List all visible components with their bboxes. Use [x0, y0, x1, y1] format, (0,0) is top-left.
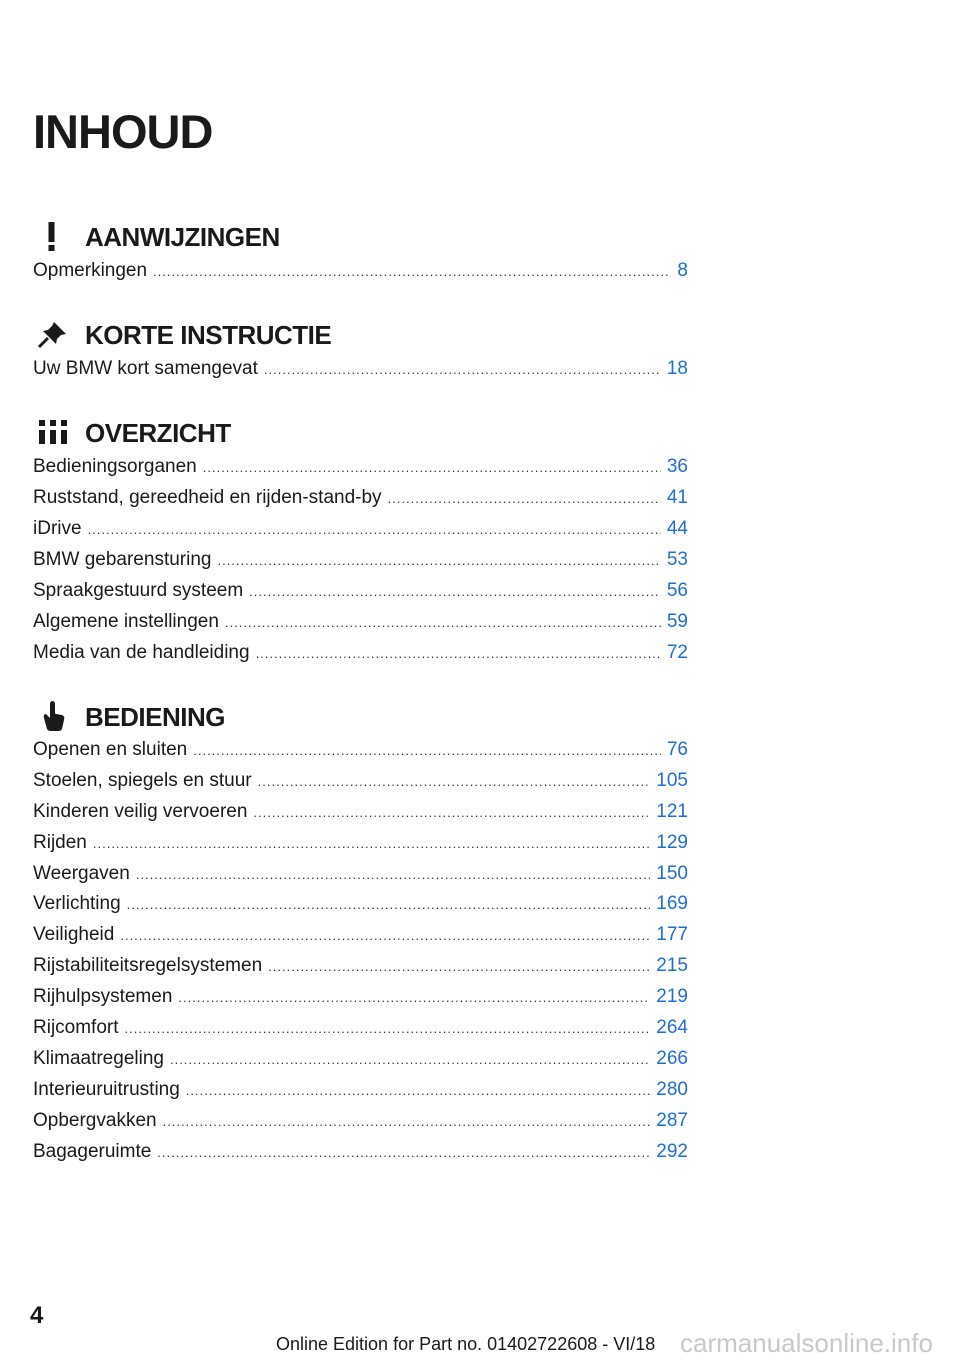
dot-leader [268, 954, 650, 980]
toc-entry-page-link[interactable]: 150 [656, 863, 688, 884]
toc-entry[interactable] [33, 258, 688, 284]
toc-entry-label: Weergaven [33, 863, 130, 884]
toc-entry[interactable] [33, 454, 688, 480]
toc-entry-page-link[interactable]: 72 [666, 642, 688, 663]
dot-leader [157, 1140, 650, 1166]
dot-leader [136, 862, 650, 888]
page-title: INHOUD [33, 105, 213, 158]
toc-entry[interactable] [33, 922, 688, 948]
toc-entry-label: Veiligheid [33, 924, 115, 945]
toc-entry[interactable] [33, 485, 688, 511]
toc-entry-label: BMW gebarensturing [33, 549, 212, 570]
toc-entry-page-link[interactable]: 53 [666, 549, 688, 570]
toc-entry-label: Verlichting [33, 893, 121, 914]
dot-leader [193, 738, 661, 764]
toc-entry-page-link[interactable]: 292 [656, 1141, 688, 1162]
dot-leader [256, 641, 661, 667]
toc-entry-page-link[interactable]: 169 [656, 893, 688, 914]
toc-entry-label: Rijcomfort [33, 1017, 119, 1038]
toc-entry-label: Rijstabiliteitsregelsystemen [33, 955, 263, 976]
dot-leader [153, 259, 671, 285]
toc-entry-label: Spraakgestuurd systeem [33, 580, 244, 601]
toc-entry-page-link[interactable]: 44 [666, 518, 688, 539]
grid-icon [33, 412, 73, 452]
exclamation-icon [33, 216, 73, 256]
toc-entry[interactable] [33, 768, 688, 794]
toc-entry-label: Klimaatregeling [33, 1048, 164, 1069]
toc-entry-label: Algemene instellingen [33, 611, 219, 632]
dot-leader [125, 1016, 651, 1042]
toc-entry-label: Media van de handleiding [33, 642, 250, 663]
toc-entry[interactable] [33, 737, 688, 763]
section-title: KORTE INSTRUCTIE [85, 320, 332, 350]
section-header-korte-instructie [33, 314, 693, 354]
toc-entry[interactable] [33, 953, 688, 979]
section-header-aanwijzingen [33, 216, 693, 256]
toc-entry-page-link[interactable]: 121 [656, 801, 688, 822]
toc-entry-label: Kinderen veilig vervoeren [33, 801, 248, 822]
toc-entry-page-link[interactable]: 36 [666, 456, 688, 477]
toc-entry-label: Rijhulpsystemen [33, 986, 173, 1007]
dot-leader [93, 831, 650, 857]
dot-leader [203, 455, 661, 481]
dot-leader [217, 548, 660, 574]
toc-entry-page-link[interactable]: 129 [656, 832, 688, 853]
toc-entry-page-link[interactable]: 280 [656, 1079, 688, 1100]
dot-leader [186, 1078, 651, 1104]
toc-entry[interactable] [33, 1108, 688, 1134]
edition-footer: Online Edition for Part no. 01402722608 - VI/18 [276, 1334, 656, 1354]
dot-leader [225, 610, 661, 636]
toc-entry[interactable] [33, 609, 688, 635]
dot-leader [388, 486, 661, 512]
toc-entry[interactable] [33, 861, 688, 887]
dot-leader [127, 892, 651, 918]
dot-leader [120, 923, 650, 949]
dot-leader [88, 517, 661, 543]
dot-leader [163, 1109, 651, 1135]
toc-entry-page-link[interactable]: 105 [656, 770, 688, 791]
toc-entry-page-link[interactable]: 41 [666, 487, 688, 508]
toc-entry-page-link[interactable]: 177 [656, 924, 688, 945]
toc-entry-label: Opmerkingen [33, 260, 148, 281]
toc-entry[interactable] [33, 1046, 688, 1072]
toc-entry[interactable] [33, 578, 688, 604]
dot-leader [258, 769, 651, 795]
section-title: AANWIJZINGEN [85, 222, 280, 252]
toc-entry[interactable] [33, 984, 688, 1010]
toc-entry-label: Rijden [33, 832, 87, 853]
toc-entry-page-link[interactable]: 56 [666, 580, 688, 601]
section-title: BEDIENING [85, 702, 225, 732]
toc-entry-page-link[interactable]: 18 [666, 358, 688, 379]
pushpin-icon [33, 314, 73, 354]
toc-entry[interactable] [33, 1015, 688, 1041]
toc-entry[interactable] [33, 640, 688, 666]
toc-entry-page-link[interactable]: 287 [656, 1110, 688, 1131]
section-header-bediening [33, 696, 693, 736]
toc-entry[interactable] [33, 1077, 688, 1103]
dot-leader [249, 579, 661, 605]
toc-entry-label: Bedieningsorganen [33, 456, 197, 477]
toc-entry[interactable] [33, 891, 688, 917]
toc-entry[interactable] [33, 547, 688, 573]
toc-entry-label: Openen en sluiten [33, 739, 188, 760]
dot-leader [253, 800, 650, 826]
toc-entry[interactable] [33, 356, 688, 382]
toc-entry-page-link[interactable]: 59 [666, 611, 688, 632]
watermark: carmanualsonline.info [680, 1328, 933, 1358]
toc-entry[interactable] [33, 1139, 688, 1165]
dot-leader [170, 1047, 650, 1073]
toc-entry-page-link[interactable]: 215 [656, 955, 688, 976]
toc-entry-label: iDrive [33, 518, 82, 539]
toc-entry[interactable] [33, 799, 688, 825]
dot-leader [178, 985, 650, 1011]
toc-entry-label: Opbergvakken [33, 1110, 157, 1131]
section-title: OVERZICHT [85, 418, 231, 448]
toc-entry[interactable] [33, 830, 688, 856]
toc-entry-page-link[interactable]: 8 [677, 260, 688, 281]
toc-entry-page-link[interactable]: 219 [656, 986, 688, 1007]
page-number: 4 [30, 1302, 44, 1329]
toc-entry-label: Ruststand, gereedheid en rijden-stand-by [33, 487, 382, 508]
hand-pointer-icon [33, 696, 73, 736]
toc-entry-page-link[interactable]: 264 [656, 1017, 688, 1038]
toc-entry[interactable] [33, 516, 688, 542]
toc-entry-label: Interieuruitrusting [33, 1079, 180, 1100]
dot-leader [264, 357, 661, 383]
toc-entry-page-link[interactable]: 266 [656, 1048, 688, 1069]
toc-entry-page-link[interactable]: 76 [666, 739, 688, 760]
section-header-overzicht [33, 412, 693, 452]
toc-entry-label: Bagageruimte [33, 1141, 152, 1162]
toc-entry-label: Uw BMW kort samengevat [33, 358, 258, 379]
toc-entry-label: Stoelen, spiegels en stuur [33, 770, 252, 791]
